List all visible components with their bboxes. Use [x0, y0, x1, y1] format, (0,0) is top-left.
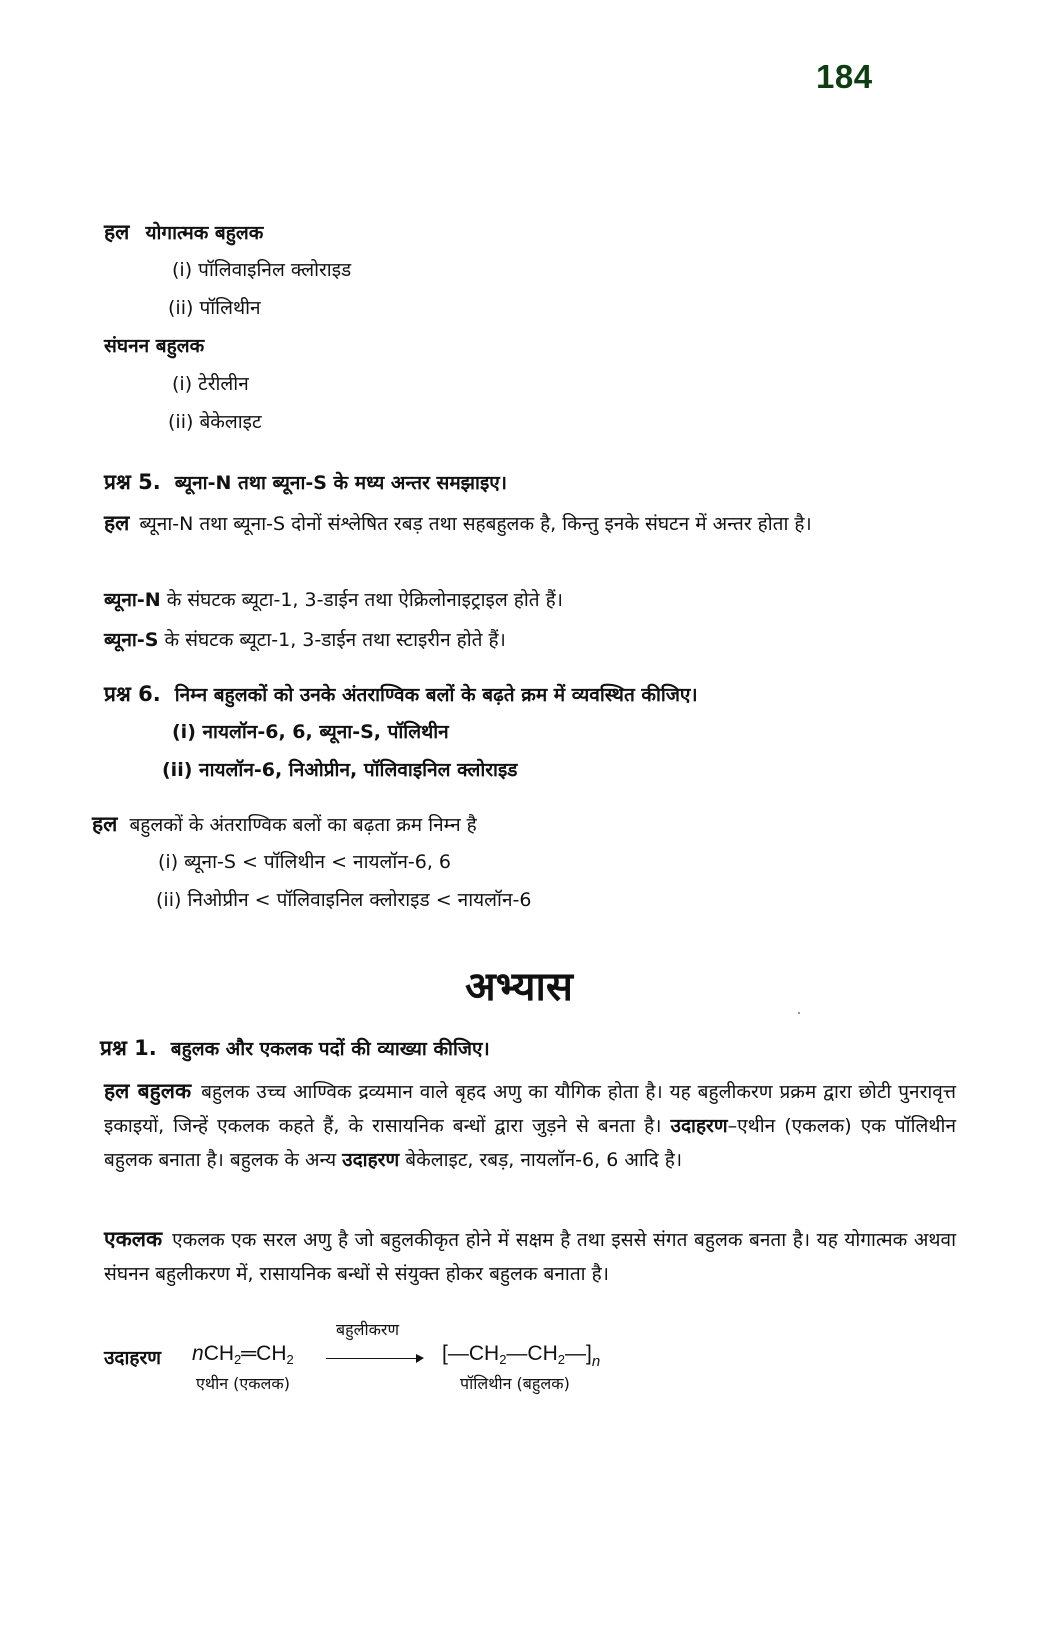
- buna-s-text: के संघटक ब्यूटा-1, 3-डाईन तथा स्टाइरीन होते हैं।: [164, 629, 506, 651]
- q4-answer-heading: [104, 220, 263, 245]
- subscript: 2: [234, 1352, 242, 1367]
- condensation-item: [172, 372, 249, 396]
- question-text: बहुलक और एकलक पदों की व्याख्या कीजिए।: [170, 1038, 490, 1060]
- question-label: प्रश्न 5.: [104, 470, 161, 494]
- answer-label: हल बहुलक: [104, 1079, 192, 1103]
- exercise-heading: अभ्यास: [465, 964, 573, 1010]
- polymer-text-1: बहुलक उच्च आण्विक द्रव्यमान वाले बृहद अणु का यौगिक होता है। यह बहुलीकरण प्रक्रम द्वारा छोटी पुनरावृत्त इकाइयों, जिन्हें एकलक कहते हैं, के रासायनिक बन्धों द्वारा जुड़ने से बनता है।: [104, 1081, 956, 1137]
- answer-label: हल: [104, 511, 130, 535]
- polymer-text-2: –एथीन (एकलक) एक पॉलिथीन बहुलक बनाता है। बहुलक के अन्य: [104, 1115, 957, 1171]
- q5-answer: [104, 506, 956, 541]
- equation-label: उदाहरण: [104, 1347, 162, 1369]
- reactant-formula: [192, 1342, 294, 1367]
- addition-polymer-heading: योगात्मक बहुलक: [145, 222, 264, 244]
- item-number: (i): [172, 259, 193, 281]
- item-number: (i): [158, 851, 179, 873]
- q6-answer-intro: [92, 812, 477, 837]
- item-text: नायलॉन-6, 6, ब्यूना-S, पॉलिथीन: [202, 721, 449, 743]
- buna-s-line: [104, 628, 506, 652]
- subscript: 2: [286, 1352, 294, 1367]
- item-number: (ii): [168, 411, 194, 433]
- answer-label: हल: [92, 812, 118, 836]
- item-number: (i): [172, 721, 196, 743]
- item-text: निओप्रीन < पॉलिवाइनिल क्लोराइड < नायलॉन-6: [187, 889, 532, 911]
- subscript: 2: [557, 1352, 565, 1367]
- reaction-arrow-icon: [326, 1358, 422, 1359]
- item-text: ब्यूना-S < पॉलिथीन < नायलॉन-6, 6: [184, 851, 451, 873]
- ch-group: CH: [256, 1342, 287, 1365]
- item-number: (ii): [168, 297, 194, 319]
- polymerization-equation: [104, 1318, 664, 1408]
- example-label: उदाहरण: [342, 1149, 400, 1171]
- item-number: (i): [172, 373, 193, 395]
- double-bond: ═: [241, 1342, 257, 1365]
- exercise-question-1: [100, 1036, 490, 1061]
- question-label: प्रश्न 6.: [104, 682, 161, 706]
- reactant-caption: एथीन (एकलक): [196, 1374, 290, 1393]
- ch-group: CH: [468, 1342, 500, 1365]
- answer-intro-text: बहुलकों के अंतराण्विक बलों का बढ़ता क्रम निम्न है: [129, 814, 477, 836]
- bracket-open: [—: [442, 1342, 469, 1365]
- question-text: ब्यूना-N तथा ब्यूना-S के मध्य अन्तर समझाइए।: [174, 472, 508, 494]
- question-6: [104, 682, 698, 707]
- polymer-text-3: बेकेलाइट, रबड़, नायलॉन-6, 6 आदि है।: [405, 1149, 683, 1171]
- q6-item: [162, 758, 517, 782]
- buna-n-line: [104, 588, 563, 612]
- item-text: पॉलिथीन: [199, 297, 261, 319]
- single-bond: —: [506, 1342, 528, 1365]
- buna-n-text: के संघटक ब्यूटा-1, 3-डाईन तथा ऐक्रिलोनाइट्राइल होते हैं।: [166, 589, 563, 611]
- buna-n-label: ब्यूना-N: [104, 589, 161, 611]
- polymer-definition: [104, 1074, 956, 1177]
- monomer-definition: [104, 1222, 956, 1291]
- ch-group: CH: [203, 1342, 235, 1365]
- answer-label: हल: [104, 220, 130, 244]
- product-formula: [442, 1342, 600, 1370]
- scan-speck: [798, 1012, 800, 1014]
- page-number: 184: [816, 58, 873, 95]
- monomer-label: एकलक: [104, 1227, 163, 1251]
- ch-group: CH: [527, 1342, 558, 1365]
- condensation-polymer-heading: संघनन बहुलक: [104, 335, 205, 357]
- question-text: निम्न बहुलकों को उनके अंतराण्विक बलों के बढ़ते क्रम में व्यवस्थित कीजिए।: [174, 684, 698, 706]
- condensation-item: [168, 410, 262, 434]
- n-subscript: n: [591, 1353, 601, 1370]
- item-text: पॉलिवाइनिल क्लोराइड: [198, 259, 352, 281]
- example-label: उदाहरण: [670, 1115, 728, 1137]
- buna-s-label: ब्यूना-S: [104, 629, 159, 651]
- item-text: बेकेलाइट: [199, 411, 262, 433]
- q6-answer-item: [158, 850, 451, 874]
- q6-answer-item: [156, 888, 531, 912]
- item-number: (ii): [156, 889, 182, 911]
- monomer-text: एकलक एक सरल अणु है जो बहुलकीकृत होने में सक्षम है तथा इससे संगत बहुलक बनता है। यह योगात्मक अथवा संघनन बहुलीकरण में, रासायनिक बन्धों से संयुक्त होकर बहुलक बनाता है।: [104, 1229, 956, 1285]
- question-label: प्रश्न 1.: [100, 1036, 157, 1060]
- question-5: [104, 470, 507, 495]
- answer-text: ब्यूना-N तथा ब्यूना-S दोनों संश्लेषित रबड़ तथा सहबहुलक है, किन्तु इनके संघटन में अन्तर होता है।: [139, 513, 812, 535]
- addition-item: [168, 296, 261, 320]
- arrow-label: बहुलीकरण: [336, 1320, 400, 1339]
- q6-item: [172, 720, 449, 744]
- item-number: (ii): [162, 759, 193, 781]
- addition-item: [172, 258, 351, 282]
- n-coefficient: n: [192, 1342, 204, 1365]
- item-text: टेरीलीन: [198, 373, 249, 395]
- subscript: 2: [499, 1352, 507, 1367]
- product-caption: पॉलिथीन (बहुलक): [460, 1374, 570, 1393]
- bracket-close: —]: [565, 1342, 592, 1365]
- item-text: नायलॉन-6, निओप्रीन, पॉलिवाइनिल क्लोराइड: [199, 759, 518, 781]
